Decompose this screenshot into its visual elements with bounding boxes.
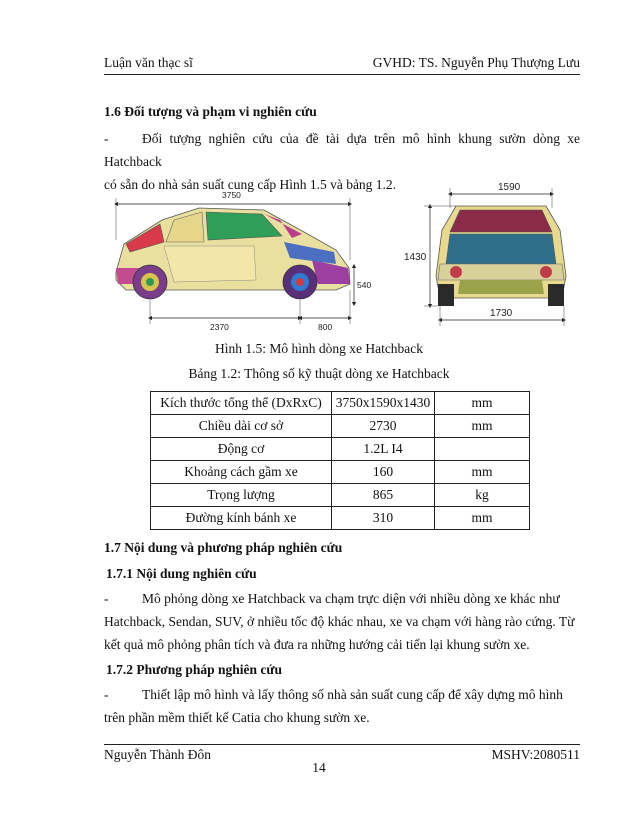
dim-width-bottom: 1730 bbox=[490, 308, 513, 319]
table-cell-unit: mm bbox=[435, 461, 530, 484]
table-cell-unit: mm bbox=[435, 415, 530, 438]
dim-length: 3750 bbox=[222, 190, 241, 200]
paragraph-line: Thiết lập mô hình và lấy thông số nhà sản suất cung cấp để xây dựng mô hình bbox=[142, 687, 563, 702]
table-row bbox=[151, 507, 530, 530]
table-cell-value: 1.2L I4 bbox=[332, 438, 435, 461]
table-caption: Bảng 1.2: Thông số kỹ thuật dòng xe Hatchback bbox=[188, 366, 450, 381]
dim-height-side: 540 bbox=[357, 280, 372, 290]
dim-wheelbase: 2370 bbox=[210, 322, 229, 332]
figure-caption: Hình 1.5: Mô hình dòng xe Hatchback bbox=[214, 341, 424, 356]
bullet-dash: - bbox=[104, 131, 109, 146]
paragraph-line: Đối tượng nghiên cứu của đề tài dựa trên mô hình khung sườn dòng xe Hatchback bbox=[104, 131, 580, 169]
table-row bbox=[151, 461, 530, 484]
paragraph-line: có sẵn do nhà sản suất cung cấp Hình 1.5 và bảng 1.2. bbox=[104, 177, 397, 192]
section-1-7-1-paragraph bbox=[104, 587, 580, 656]
footer-divider bbox=[104, 744, 580, 745]
table-cell-parameter: Chiều dài cơ sở bbox=[151, 415, 332, 438]
car-side-view bbox=[116, 208, 350, 299]
bullet-dash: - bbox=[104, 591, 109, 606]
section-1-7-2-paragraph bbox=[104, 683, 580, 729]
table-cell-parameter: Khoảng cách gầm xe bbox=[151, 461, 332, 484]
dim-width-top: 1590 bbox=[498, 182, 521, 193]
header-left: Luận văn thạc sĩ bbox=[104, 55, 193, 70]
paragraph-line: Mô phỏng dòng xe Hatchback va chạm trực diện với nhiều dòng xe khác như bbox=[142, 591, 560, 606]
table-cell-parameter: Động cơ bbox=[151, 438, 332, 461]
dim-height-rear: 1430 bbox=[404, 252, 427, 263]
table-cell-unit: mm bbox=[435, 392, 530, 415]
hatchback-model-figure bbox=[104, 180, 580, 332]
table-cell-value: 310 bbox=[332, 507, 435, 530]
section-title-1-6: 1.6 Đối tượng và phạm vi nghiên cứu bbox=[104, 104, 317, 119]
table-row bbox=[151, 415, 530, 438]
header-right: GVHD: TS. Nguyễn Phụ Thượng Lưu bbox=[372, 55, 580, 70]
page-number: 14 bbox=[312, 760, 326, 775]
subsection-title-1-7-2: 1.7.2 Phương pháp nghiên cứu bbox=[106, 662, 282, 677]
paragraph-line: trên phần mềm thiết kế Catia cho khung sườn xe. bbox=[104, 710, 370, 725]
header-divider bbox=[104, 74, 580, 75]
table-cell-parameter: Trọng lượng bbox=[151, 484, 332, 507]
table-cell-value: 865 bbox=[332, 484, 435, 507]
table-cell-parameter: Đường kính bánh xe bbox=[151, 507, 332, 530]
table-row bbox=[151, 392, 530, 415]
table-cell-value: 160 bbox=[332, 461, 435, 484]
bullet-dash: - bbox=[104, 687, 109, 702]
footer-left: Nguyễn Thành Đôn bbox=[104, 747, 211, 762]
table-cell-value: 2730 bbox=[332, 415, 435, 438]
table-cell-value: 3750x1590x1430 bbox=[332, 392, 435, 415]
paragraph-line: Hatchback, Sendan, SUV, ở nhiều tốc độ khác nhau, xe va chạm với hàng rào cứng. Từ bbox=[104, 614, 575, 629]
table-cell-unit: kg bbox=[435, 484, 530, 507]
table-row bbox=[151, 484, 530, 507]
table-cell-unit: mm bbox=[435, 507, 530, 530]
footer-right: MSHV:2080511 bbox=[491, 747, 580, 762]
section-title-1-7: 1.7 Nội dung và phương pháp nghiên cứu bbox=[104, 540, 343, 555]
subsection-title-1-7-1: 1.7.1 Nội dung nghiên cứu bbox=[106, 566, 257, 581]
table-cell-unit bbox=[435, 438, 530, 461]
spec-table bbox=[150, 391, 530, 530]
table-cell-parameter: Kích thước tổng thể (DxRxC) bbox=[151, 392, 332, 415]
dim-overhang: 800 bbox=[318, 322, 333, 332]
car-rear-view bbox=[436, 206, 566, 306]
table-row bbox=[151, 438, 530, 461]
paragraph-line: kết quả mô phỏng phân tích và đưa ra những hướng cải tiến lại khung sườn xe. bbox=[104, 637, 530, 652]
